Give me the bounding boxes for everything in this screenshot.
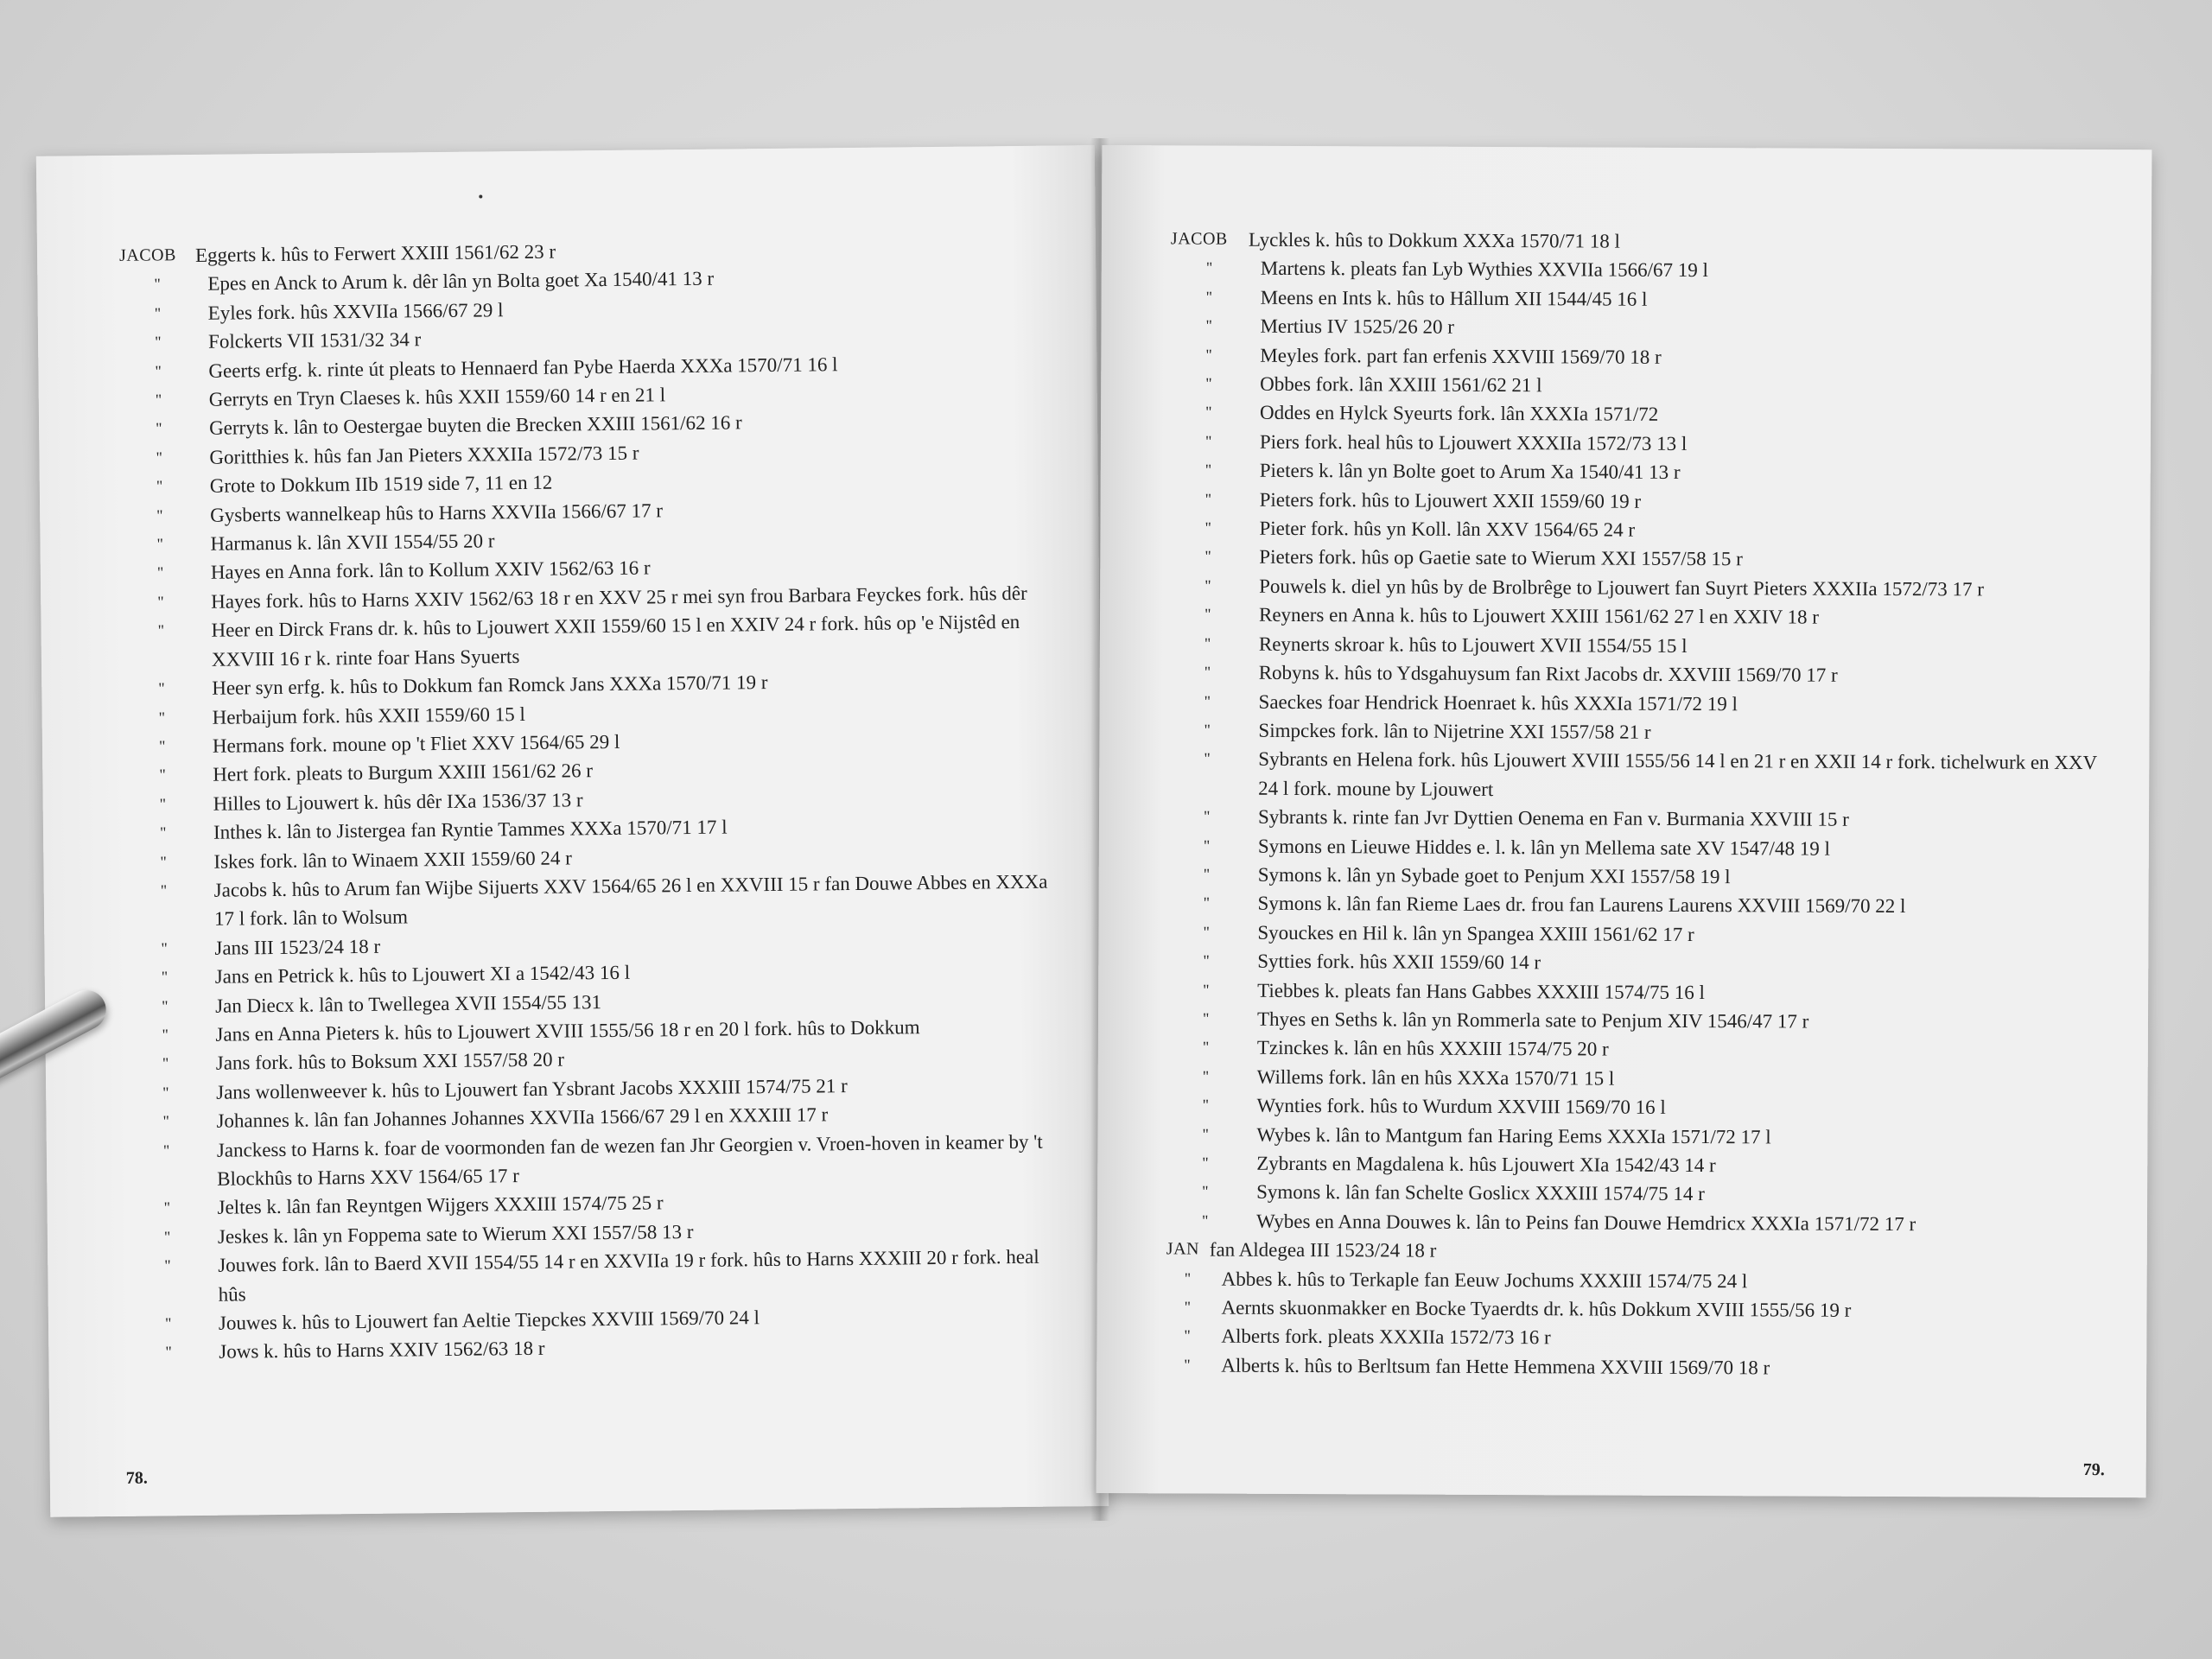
ditto-mark: " — [162, 1141, 170, 1159]
entry-text: Jan Diecx k. lân to Twellegea XVII 1554/55 131 — [214, 990, 602, 1017]
list-item — [1166, 1322, 2107, 1355]
ditto-mark: " — [1203, 951, 1211, 969]
ditto-mark: " — [160, 881, 168, 899]
entry-text: Hert fork. pleats to Burgum XXIII 1561/62 26 r — [213, 760, 594, 786]
entry-text: Jacobs k. hûs to Arum fan Wijbe Sijuerts XXV 1564/65 26 l en XXVIII 15 r fan Douwe Abbes en XXXa 17 l fork. lân to Wolsum — [213, 870, 1048, 931]
entry-text: fan Aldegea III 1523/24 18 r — [1209, 1238, 1437, 1262]
entry-text: Symons k. lân yn Sybade goet to Penjum XXI 1557/58 19 l — [1257, 863, 1731, 888]
list-item — [1166, 1178, 2108, 1211]
ditto-mark: " — [1204, 634, 1211, 652]
ditto-mark: " — [157, 593, 165, 611]
list-item — [1166, 1264, 2108, 1297]
ditto-mark: " — [1202, 1038, 1210, 1056]
ditto-mark: " — [162, 1054, 169, 1072]
list-item — [1170, 456, 2112, 489]
list-item — [1171, 283, 2113, 315]
entry-text: Tiebbes k. pleats fan Hans Gabbes XXXIII 1574/75 16 l — [1257, 979, 1706, 1003]
ditto-mark: " — [156, 448, 163, 467]
list-item — [1169, 601, 2111, 633]
entry-text: Gysberts wannelkeap hûs to Harns XXVIIa 1566/67 17 r — [210, 499, 664, 526]
ditto-mark: " — [159, 823, 168, 842]
list-item — [1170, 398, 2112, 431]
entry-text: Herbaijum fork. hûs XXII 1559/60 15 l — [212, 702, 525, 728]
list-item — [130, 1243, 1064, 1310]
ditto-mark: " — [154, 275, 162, 293]
entry-text: Symons k. lân fan Rieme Laes dr. frou fan Laurens Laurens XXVIII 1569/70 22 l — [1257, 893, 1906, 918]
entry-text: Abbes k. hûs to Terkaple fan Eeuw Jochums XXXIII 1574/75 24 l — [1221, 1268, 1748, 1292]
ditto-mark: " — [1205, 258, 1213, 276]
entry-heading: JAN — [1166, 1239, 1200, 1259]
entry-text: Aernts skuonmakker en Bocke Tyaerdts dr. k. hûs Dokkum XVIII 1555/56 19 r — [1221, 1296, 1852, 1321]
ditto-mark: " — [1184, 1326, 1192, 1344]
entry-text: Simpckes fork. lân to Nijetrine XXI 1557/58 21 r — [1258, 719, 1651, 743]
entry-text: Symons k. lân fan Schelte Goslicx XXXIII 1574/75 14 r — [1256, 1181, 1705, 1205]
entry-text: Martens k. pleats fan Lyb Wythies XXVIIa 1566/67 19 l — [1260, 257, 1708, 282]
entry-text: Pieter fork. hûs yn Koll. lân XXV 1564/65 24 r — [1259, 517, 1636, 541]
list-item — [1171, 225, 2113, 257]
entry-text: Meyles fork. part fan erfenis XXVIII 1569/70 18 r — [1260, 344, 1662, 368]
list-item — [1167, 947, 2109, 980]
entry-text: Wybes en Anna Douwes k. lân to Peins fan Douwe Hemdricx XXXIa 1571/72 17 r — [1255, 1210, 1916, 1235]
entry-text: Jans fork. hûs to Boksum XXI 1557/58 20 r — [215, 1048, 565, 1075]
list-item — [1166, 1120, 2108, 1153]
ditto-mark: " — [163, 1228, 171, 1246]
list-item — [1170, 369, 2112, 402]
list-item — [1169, 687, 2111, 720]
entry-text: Obbes fork. lân XXIII 1561/62 21 l — [1260, 372, 1542, 397]
entry-text: Jouwes k. hûs to Ljouwert fan Aeltie Tiepckes XXVIII 1569/70 24 l — [218, 1306, 760, 1334]
entry-text: Jans wollenweever k. hûs to Ljouwert fan Ysbrant Jacobs XXXIII 1574/75 21 r — [216, 1074, 848, 1103]
entry-text: Reynerts skroar k. hûs to Ljouwert XVII 1554/55 15 l — [1258, 632, 1688, 657]
entry-text: Johannes k. lân fan Johannes Johannes XXVIIa 1566/67 29 l en XXXIII 17 r — [216, 1103, 829, 1132]
entry-text: Eggerts k. hûs to Ferwert XXIII 1561/62 23 r — [194, 240, 556, 266]
entry-text: Hermans fork. moune op 't Fliet XXV 1564/65 29 l — [212, 730, 620, 757]
entry-text: Pieters fork. hûs to Ljouwert XXII 1559/60 19 r — [1259, 488, 1642, 512]
entry-text: Jans en Petrick k. hûs to Ljouwert XI a 1542/43 16 l — [214, 961, 631, 988]
ditto-mark: " — [1201, 1211, 1209, 1230]
entry-text: Pieters k. lân yn Bolte goet to Arum Xa 1540/41 13 r — [1259, 460, 1681, 484]
list-item — [1167, 1062, 2109, 1095]
ditto-mark: " — [1205, 374, 1213, 392]
list-item — [1169, 629, 2111, 662]
ditto-mark: " — [155, 333, 162, 351]
ditto-mark: " — [1203, 836, 1211, 855]
ditto-mark: " — [1202, 1154, 1210, 1172]
list-item — [1169, 658, 2111, 690]
entry-text: Jows k. hûs to Harns XXIV 1562/63 18 r — [219, 1338, 545, 1363]
ditto-mark: " — [158, 737, 167, 755]
ditto-mark: " — [1204, 721, 1211, 739]
entry-text: Epes en Anck to Arum k. dêr lân yn Bolta goet Xa 1540/41 13 r — [207, 268, 715, 296]
ditto-mark: " — [1184, 1298, 1192, 1316]
list-item — [1168, 889, 2110, 922]
ditto-mark: " — [1202, 1096, 1210, 1114]
ditto-mark: " — [1202, 1125, 1210, 1143]
entry-text: Syouckes en Hil k. lân yn Spangea XXIII 1561/62 17 r — [1257, 921, 1694, 945]
entry-text: Hayes en Anna fork. lân to Kollum XXIV 1562/63 16 r — [210, 556, 651, 584]
list-item — [1169, 543, 2111, 575]
entry-text: Lyckles k. hûs to Dokkum XXXa 1570/71 18 l — [1248, 228, 1620, 252]
ditto-mark: " — [1204, 692, 1211, 710]
ditto-mark: " — [155, 391, 162, 409]
ditto-mark: " — [159, 766, 167, 784]
ditto-mark: " — [1205, 461, 1212, 479]
page-number-right: 79. — [2082, 1459, 2105, 1480]
entry-text: Folckerts VII 1531/32 34 r — [207, 328, 422, 353]
list-item — [1169, 513, 2111, 546]
entry-text: Meens en Ints k. hûs to Hâllum XII 1544/45 16 l — [1260, 286, 1648, 310]
ditto-mark: " — [164, 1256, 172, 1274]
entry-text: Sytties fork. hûs XXII 1559/60 14 r — [1257, 950, 1541, 974]
list-item — [1170, 485, 2112, 518]
entry-heading: JACOB — [1170, 229, 1228, 249]
ditto-mark: " — [1205, 518, 1212, 537]
list-item — [1167, 1004, 2109, 1037]
entry-text: Jeskes k. lân yn Foppema sate to Wierum XXI 1557/58 13 r — [217, 1220, 694, 1248]
ditto-mark: " — [1184, 1269, 1192, 1287]
entry-text: Tzinckes k. lân en hûs XXXIII 1574/75 20 r — [1256, 1037, 1609, 1060]
entry-text: Piers fork. heal hûs to Ljouwert XXXIIa 1572/73 13 l — [1259, 430, 1688, 454]
ditto-mark: " — [1204, 663, 1211, 681]
ditto-mark: " — [154, 304, 162, 322]
entry-text: Thyes en Seths k. lân yn Rommerla sate to Penjum XIV 1546/47 17 r — [1256, 1007, 1809, 1033]
ditto-mark: " — [1202, 1067, 1210, 1085]
entry-text: Gerryts k. lân to Oestergae buyten die Brecken XXIII 1561/62 16 r — [208, 411, 742, 440]
list-item — [1169, 571, 2111, 604]
entry-text: Reyners en Anna k. hûs to Ljouwert XXIII 1561/62 27 l en XXIV 18 r — [1258, 604, 1820, 628]
ditto-mark: " — [159, 795, 167, 813]
entry-text: Jeltes k. lân fan Reyntgen Wijgers XXXIII 1574/75 25 r — [217, 1192, 664, 1219]
ditto-mark: " — [158, 708, 166, 726]
list-item — [1170, 312, 2112, 345]
entry-text: Harmanus k. lân XVII 1554/55 20 r — [210, 530, 495, 555]
entry-text: Geerts erfg. k. rinte út pleats to Hennaerd fan Pybe Haerda XXXa 1570/71 16 l — [208, 353, 838, 382]
ditto-mark: " — [163, 1198, 171, 1217]
ditto-mark: " — [1205, 403, 1213, 422]
entry-text: Janckess to Harns k. foar de voormonden fan de wezen fan Jhr Georgien v. Vroen-hoven in keamer by 't Blockhûs to Harns XXV 1564/65 17 r — [216, 1130, 1043, 1190]
ditto-mark: " — [155, 361, 162, 380]
entry-text: Hilles to Ljouwert k. hûs dêr IXa 1536/37 13 r — [213, 789, 583, 815]
ditto-mark: " — [157, 621, 165, 639]
entry-text: Pouwels k. diel yn hûs by de Brolbrêge to Ljouwert fan Suyrt Pieters XXXIIa 1572/73 17 r — [1259, 575, 1984, 601]
entry-text: Goritthies k. hûs fan Jan Pieters XXXIIa 1572/73 15 r — [209, 442, 639, 468]
list-item — [1168, 715, 2110, 748]
list-item — [1166, 1206, 2108, 1239]
entry-text: Wybes k. lân to Mantgum fan Haring Eems XXXIa 1571/72 17 l — [1256, 1123, 1771, 1147]
list-item — [1166, 1293, 2107, 1325]
list-item — [1170, 427, 2112, 460]
ditto-mark: " — [1203, 923, 1211, 941]
speck — [479, 194, 482, 198]
list-item — [123, 607, 1057, 675]
page-number-left: 78. — [125, 1468, 148, 1488]
entry-text: Heer syn erfg. k. hûs to Dokkum fan Romck Jans XXXa 1570/71 19 r — [212, 671, 768, 699]
right-entry-list — [1166, 225, 2113, 1383]
entry-text: Pieters fork. hûs op Gaetie sate to Wierum XXI 1557/58 15 r — [1259, 546, 1743, 570]
ditto-mark: " — [1204, 807, 1211, 825]
ditto-mark: " — [162, 996, 169, 1014]
left-page — [36, 145, 1109, 1517]
ditto-mark: " — [1203, 893, 1211, 912]
right-page — [1096, 145, 2152, 1497]
ditto-mark: " — [161, 968, 168, 986]
entry-text: Wynties fork. hûs to Wurdum XXVIII 1569/70 16 l — [1256, 1094, 1666, 1119]
entry-text: Sybrants k. rinte fan Jvr Dyttien Oenema en Fan v. Burmania XXVIII 15 r — [1257, 805, 1849, 830]
list-item — [1167, 976, 2109, 1008]
list-item — [1168, 802, 2110, 835]
ditto-mark: " — [1205, 316, 1213, 334]
ditto-mark: " — [1205, 605, 1212, 623]
ditto-mark: " — [158, 679, 166, 697]
list-item — [1168, 745, 2110, 807]
list-item — [1166, 1148, 2108, 1181]
ditto-mark: " — [1202, 1182, 1210, 1200]
entry-text: Gerryts en Tryn Claeses k. hûs XXII 1559/60 14 r en 21 l — [208, 384, 666, 410]
list-item — [1166, 1091, 2108, 1124]
entry-text: Jans en Anna Pieters k. hûs to Ljouwert XVIII 1555/56 18 r en 20 l fork. hûs to Dokkum — [215, 1016, 920, 1046]
entry-text: Jouwes fork. lân to Baerd XVII 1554/55 14 r en XXVIIa 19 r fork. hûs to Harns XXXIII 20 r fork. heal hûs — [218, 1246, 1039, 1306]
ditto-mark: " — [1205, 490, 1212, 508]
entry-heading: JACOB — [118, 245, 177, 265]
ditto-mark: " — [162, 1084, 170, 1102]
ditto-mark: " — [1205, 576, 1212, 594]
entry-text: Hayes fork. hûs to Harns XXIV 1562/63 18 r en XXV 25 r mei syn frou Barbara Feyckes fork. hûs dêr — [211, 582, 1027, 613]
entry-text: Alberts k. hûs to Berltsum fan Hette Hemmena XXVIII 1569/70 18 r — [1221, 1354, 1770, 1379]
ditto-mark: " — [1184, 1356, 1192, 1374]
ditto-mark: " — [1203, 1009, 1210, 1027]
entry-text: Robyns k. hûs to Ydsgahuysum fan Rixt Jacobs dr. XXVIII 1569/70 17 r — [1258, 661, 1838, 686]
left-entry-list — [119, 232, 1065, 1368]
ditto-mark: " — [1205, 548, 1212, 566]
ditto-mark: " — [156, 419, 163, 437]
entry-text: Symons en Lieuwe Hiddes e. l. k. lân yn Mellema sate XV 1547/48 19 l — [1257, 835, 1830, 860]
list-item — [126, 867, 1060, 934]
ditto-mark: " — [156, 535, 164, 553]
entry-text: Iskes fork. lân to Winaem XXII 1559/60 24 r — [213, 846, 572, 873]
ditto-mark: " — [1205, 432, 1212, 450]
list-item — [1166, 1236, 2108, 1268]
entry-text: Heer en Dirck Frans dr. k. hûs to Ljouwert XXII 1559/60 15 l en XXIV 24 r fork. hûs op 'e Nijstêd en XXVIII 16 r k. rinte foar Hans Syuerts — [211, 611, 1020, 671]
list-item — [1167, 1033, 2109, 1066]
ditto-mark: " — [1204, 749, 1211, 767]
entry-text: Eyles fork. hûs XXVIIa 1566/67 29 l — [207, 299, 504, 324]
entry-text: Saeckes foar Hendrick Hoenraet k. hûs XXXIa 1571/72 19 l — [1258, 690, 1738, 715]
ditto-mark: " — [1205, 288, 1213, 306]
ditto-mark: " — [1203, 981, 1211, 999]
list-item — [1167, 918, 2109, 950]
entry-text: Zybrants en Magdalena k. hûs Ljouwert XIa 1542/43 14 r — [1256, 1152, 1716, 1177]
ditto-mark: " — [164, 1314, 172, 1332]
list-item — [1170, 340, 2112, 373]
ditto-mark: " — [162, 1026, 169, 1044]
ditto-mark: " — [160, 852, 168, 870]
entry-text: Jans III 1523/24 18 r — [214, 935, 381, 959]
ditto-mark: " — [156, 477, 163, 495]
ditto-mark: " — [156, 563, 164, 582]
ditto-mark: " — [161, 939, 168, 957]
entry-text: Willems fork. lân en hûs XXXa 1570/71 15 l — [1256, 1065, 1615, 1090]
entry-text: Mertius IV 1525/26 20 r — [1260, 315, 1454, 339]
list-item — [1168, 860, 2110, 893]
entry-text: Inthes k. lân to Jistergea fan Ryntie Tammes XXXa 1570/71 17 l — [213, 816, 728, 843]
entry-text: Alberts fork. pleats XXXIIa 1572/73 16 r — [1221, 1325, 1551, 1349]
list-item — [1166, 1351, 2107, 1383]
entry-text: Oddes en Hylck Syeurts fork. lân XXXIa 1571/72 — [1259, 402, 1659, 426]
entry-text: Grote to Dokkum IIb 1519 side 7, 11 en 12 — [209, 471, 553, 498]
list-item — [129, 1127, 1063, 1194]
list-item — [1168, 831, 2110, 864]
ditto-mark: " — [1203, 865, 1211, 883]
ditto-mark: " — [162, 1112, 170, 1130]
ditto-mark: " — [156, 506, 164, 524]
ditto-mark: " — [1205, 346, 1213, 364]
ditto-mark: " — [165, 1343, 173, 1361]
list-item — [1171, 254, 2113, 287]
entry-text: Sybrants en Helena fork. hûs Ljouwert XVIII 1555/56 14 l en 21 r en XXII 14 r fork. tichelwurk en XXV 24 l fork. moune by Ljouwert — [1258, 748, 2097, 800]
